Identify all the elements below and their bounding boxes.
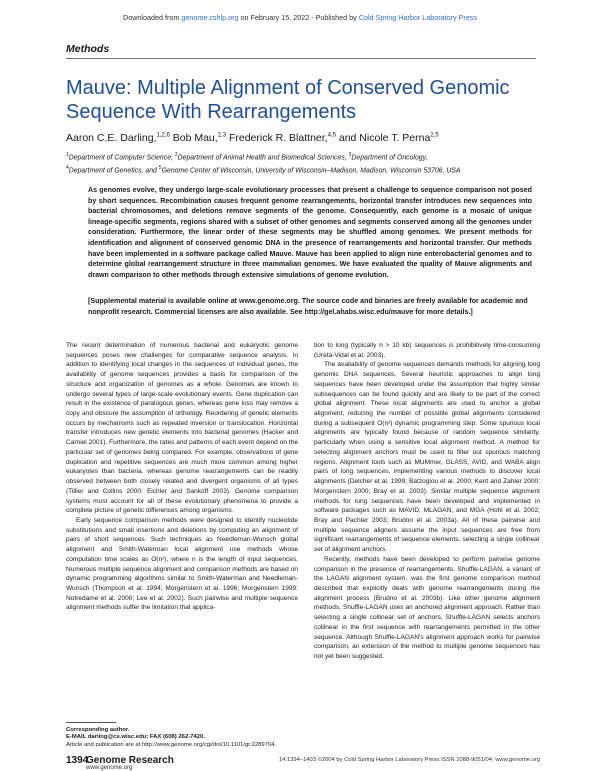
author-name: Aaron C.E. Darling, [66,132,157,144]
affiliation-mark: 3 [348,152,352,158]
body-column-right [314,341,540,662]
paragraph: The availability of genome sequences demands methods for aligning long genomic DNA sequences. Several heuristic approaches to align long sequences have been developed under the assumption that highly similar subsequences can be found quickly and are likely to be part of the correct global alignment. These local alignments are used to anchor a global alignment, reducing the number of possible global alignments considered during a subsequent O(n²) dynamic programming step. Some spurious local alignments are typically found because of random sequence similarity, particularly when using a sensitive local alignment method. A method for selecting alignment anchors must be used to filter out spurious matching regions. Alignment tools such as MUMmer, GLASS, AVID, and WABA align pairs of long sequences, implementing various methods to discover local alignments (Delcher et al. 1999; Batzoglou et al. 2000; Kent and Zahler 2000; Morgenstern 2000; Bray et al. 2003). Similar multiple sequence alignment methods for long sequences have been developed and implemented in software packages such as MAVID, MLAGAN, and MGA (Hohl et al. 2002; Bray and Pachter 2003; Brudno et al. 2003a). All of these pairwise and multiple sequence aligners assume the input sequences are free from significant rearrangements of sequence elements, selecting a single collinear set of alignment anchors. [314,361,540,554]
affiliation: Department of Animal Health and Biomedical Sciences, [177,154,349,162]
section-rule [66,58,536,59]
issn-line: 14:1394–1403 ©2004 by Cold Spring Harbor Laboratory Press ISSN 1088-9051/04; www.genome.org [278,757,540,763]
author-name: Bob Mau, [169,132,218,144]
affiliation-mark: 2 [174,152,178,158]
footnote-article: Article and publication are at http://www.genome.org/cgi/doi/10.1101/gr.2289704. [66,741,277,748]
paragraph: tion to long (typically n > 10 kb) sequences is prohibitively time-consuming (Ureta-Vidal et al. 2003). [314,342,540,359]
author-affiliation-marks: 2,5 [430,132,439,139]
author-name: Frederick R. Blattner, [226,132,328,144]
download-banner [0,13,600,22]
paper-title: Mauve: Multiple Alignment of Conserved Genomic Sequence With Rearrangements [66,77,510,123]
affiliation-mark: 1 [66,152,69,158]
footnote-rule [66,722,116,723]
author-affiliation-marks: 4,5 [327,132,336,139]
affiliation: Department of Genetics, and [68,167,159,175]
abstract: As genomes evolve, they undergo large-scale evolutionary processes that present a challenge to sequence comparison not posed by short sequences. Recombination causes frequent genome rearrangements, horizontal transfer introduces new sequences into bacterial chromosomes, and deletions remove segments of the genome. Consequently, each genome is a mosaic of unique lineage-specific segments, regions shared with a subset of other genomes and segments conserved among all the genomes under consideration. Furthermore, the linear order of these segments may be shuffled among genomes. We present methods for identification and alignment of conserved genomic DNA in the presence of rearrangements and horizontal transfer. Our methods have been implemented in a software package called Mauve. Mauve has been applied to align nine enterobacterial genomes and to determine global rearrangement structure in three mammalian genomes. We have evaluated the quality of Mauve alignments and drawn comparison to other methods through extensive simulations of genome evolution. [88,186,532,279]
author-name: and Nicole T. Perna [335,132,431,144]
banner-publisher-link[interactable]: Cold Spring Harbor Laboratory Press [358,13,477,22]
paragraph: Recently, methods have been developed to perform pairwise genome comparison in the presence of rearrangements. Shuffle-LAGAN, a variant of the LAGAN alignment system, was the first genome comparison method described that explicitly deals with genome rearrangements during the alignment process (Brudno et al. 2003b). Like other genome alignment methods, Shuffle-LAGAN uses an anchored alignment approach. Rather than selecting a single collinear set of anchors, Shuffle-LAGAN selects anchors collinear in the first sequence with rearrangements permitted in the other sequence. Although Shuffle-LAGAN's alignment approach works for pairwise comparison, an extension of the method to multiple genome sequences has not yet been suggested. [314,555,540,660]
body-column-left [66,341,298,613]
affiliation: Genome Center of Wisconsin, University of Wisconsin–Madison, Madison, Wisconsin 53706, USA [161,167,461,175]
author-affiliation-marks: 1,2,6 [156,132,170,139]
supplemental-note: [Supplemental material is available online at www.genome.org. The source code and binaries are freely available for academic and nonprofit research. Commercial licenses are also available. See http://gel.ahabs.wisc.edu/mauve for more details.] [88,297,528,316]
footnote [66,727,298,749]
paragraph: Early sequence comparison methods were designed to identify nucleotide substitutions and small insertions and deletions by computing an alignment of pairs of short sequences. Such techniques as Needleman-Wunsch global alignment and Smith-Waterman local alignment use methods whose computation time scales as O(n²), where n is the length of input sequences. Numerous multiple sequence alignment and comparison methods are based on dynamic programming algorithms similar to Smith-Waterman and Needleman-Wunsch (Thompson et al. 1994; Morgenstern et al. 1996; Morgenstern 1999; Notredame et al. 2000; Lee et al. 2002). Such pairwise and multiple sequence alignment methods suffer the limitation that applica- [66,516,298,612]
affiliation-mark: 4 [66,165,69,172]
affiliation: Department of Oncology, [351,154,428,162]
page-number: 1394 [66,755,89,766]
paragraph: The recent determination of numerous bacterial and eukaryotic genome sequences poses new challenges for comparative sequence analysis. In addition to identifying local changes in the sequences of individual genes, the availability of genome sequences provides a basis for comparison of the structure and organization of genomes as a whole. Genomes are known to undergo several types of large-scale evolutionary events. Gene duplication can result in the existence of paralogous genes, whereas gene loss may remove a copy and obscure the assumption of orthology. Reordering of genetic elements occurs by mechanisms such as repeated inversion or translocation. Horizontal transfer introduces new genetic elements into bacterial genomes (Hacker and Carniel 2001). Furthermore, the rates and patterns of each event depend on the particular set of genomes being compared. For example, observations of gene duplication and repetitive sequences are much more common among higher eukaryotes than bacteria, whereas genome rearrangements can be readily observed between both closely related and divergent organisms of all types (Tillier and Collins 2000; Eichler and Sankoff 2003). Genome comparison systems must account for all of these evolutionary phenomena to provide a complete picture of genetic differences among organisms. [66,342,298,515]
banner-middle: on February 15, 2022 - Published by [238,13,359,22]
affiliation-mark: 5 [158,165,162,172]
banner-prefix: Downloaded from [123,13,182,22]
journal-title: Genome Research [86,755,174,766]
banner-site-link[interactable]: genome.cshlp.org [181,13,239,22]
affiliation: Department of Computer Science, [68,154,175,162]
author-list [66,132,439,144]
footnote-email: E-MAIL darling@cs.wisc.edu; FAX (608) 262-7420. [66,734,205,741]
footnote-label: Corresponding author. [66,727,130,733]
section-label: Methods [66,43,110,55]
journal-site: www.genome.org [86,765,133,771]
affiliations [66,150,546,177]
author-affiliation-marks: 2,3 [217,132,227,139]
